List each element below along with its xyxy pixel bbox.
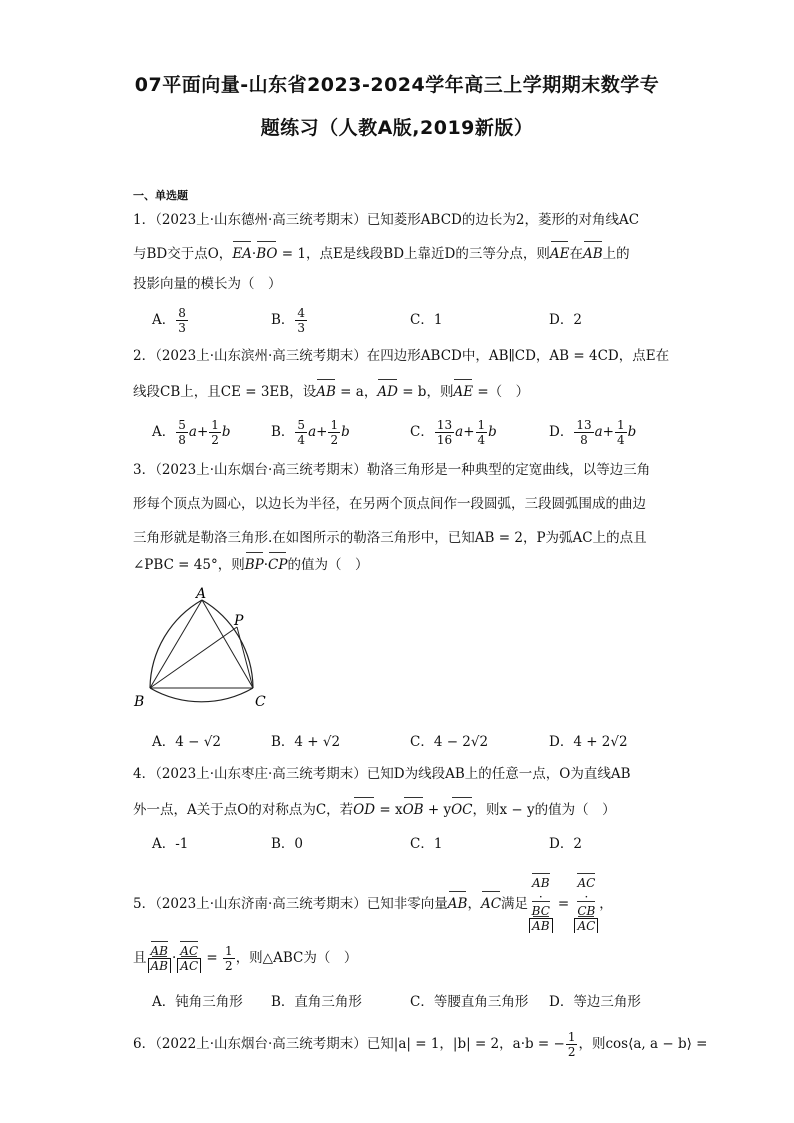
label-a: A xyxy=(196,586,207,602)
q5-option-d: D．等边三角形 xyxy=(549,994,641,1010)
q1-option-c: C．1 xyxy=(410,312,443,328)
label-b: B xyxy=(134,694,145,710)
q2-line2: 线段CB上，且CE = 3EB，设AB = a，AD = b，则AE =（ ） xyxy=(133,384,530,400)
q5-option-c: C．等腰直角三角形 xyxy=(410,994,529,1010)
segment-bp xyxy=(150,627,237,688)
q1-line3: 投影向量的模长为（ ） xyxy=(133,276,282,292)
q4-option-c: C．1 xyxy=(410,836,443,852)
arc-bc xyxy=(150,688,253,702)
reuleaux-triangle-figure xyxy=(130,582,280,717)
q1-line2: 与BD交于点O，EA·BO = 1，点E是线段BD上靠近D的三等分点，则AE在AB上的 xyxy=(133,246,630,262)
segment-ac xyxy=(202,600,253,688)
q3-line2: 形每个顶点为圆心，以边长为半径，在另两个顶点间作一段圆弧，三段圆弧围成的曲边 xyxy=(133,496,646,512)
q3-line1: 3．（2023上·山东烟台·高三统考期末）勒洛三角形是一种典型的定宽曲线，以等边三角 xyxy=(133,462,651,478)
q4-line1: 4．（2023上·山东枣庄·高三统考期末）已知D为线段AB上的任意一点，O为直线AB xyxy=(133,766,631,782)
section-heading: 一、单选题 xyxy=(133,189,188,202)
label-c: C xyxy=(255,694,266,710)
q4-option-b: B．0 xyxy=(271,836,304,852)
q3-option-d: D．4 + 2√2 xyxy=(549,734,628,750)
q1-option-d: D．2 xyxy=(549,312,582,328)
segment-cp xyxy=(237,627,253,688)
q2-option-b: B． $\frac{5}{4}$ a+ $\frac{1}{2}$ b xyxy=(271,418,350,447)
q1-option-b: B． $\frac{4}{3}$ xyxy=(271,306,306,335)
q1-line1: 1．（2023上·山东德州·高三统考期末）已知菱形ABCD的边长为2，菱形的对角线AC xyxy=(133,212,640,228)
q4-option-a: A．-1 xyxy=(152,836,189,852)
document-title-line1: 07平面向量-山东省2023-2024学年高三上学期期末数学专 xyxy=(134,74,660,96)
q1-option-a: A． $\frac{8}{3}$ xyxy=(152,306,186,335)
label-p: P xyxy=(234,613,244,629)
q5-line1: 5．（2023上·山东济南·高三统考期末）已知非零向量AB，AC满足 AB · BC AB = AC · CB AC ， xyxy=(133,876,613,933)
q2-line1: 2．（2023上·山东滨州·高三统考期末）在四边形ABCD中，AB∥CD，AB = 4CD，点E在 xyxy=(133,348,670,364)
q4-option-d: D．2 xyxy=(549,836,582,852)
q3-option-a: A．4 − √2 xyxy=(152,734,221,750)
segment-ab xyxy=(150,600,202,688)
q2-option-d: D． $\frac{13}{8}$ a+ $\frac{1}{4}$ b xyxy=(549,418,637,447)
q3-option-c: C．4 − 2√2 xyxy=(410,734,489,750)
q3-option-b: B．4 + √2 xyxy=(271,734,341,750)
q2-option-c: C． $\frac{13}{16}$ a+ $\frac{1}{4}$ b xyxy=(410,418,497,447)
q6-line1: 6．（2022上·山东烟台·高三统考期末）已知|a| = 1，|b| = 2，a·b = − $\frac{1}{2}$ ，则cos⟨a, a − b⟩ = xyxy=(133,1030,708,1059)
q3-line3: 三角形就是勒洛三角形.在如图所示的勒洛三角形中，已知AB = 2，P为弧AC上的点且 xyxy=(133,530,647,546)
document-title-line2: 题练习（人教A版,2019新版） xyxy=(260,117,534,139)
q4-line2: 外一点，A关于点O的对称点为C，若OD = xOB + yOC，则x − y的值为（ ） xyxy=(133,802,616,818)
q3-line4: ∠PBC = 45°，则BP·CP的值为（ ） xyxy=(133,557,369,573)
q2-option-a: A． $\frac{5}{8}$ a+ $\frac{1}{2}$ b xyxy=(152,418,231,447)
q5-option-b: B．直角三角形 xyxy=(271,994,362,1010)
q5-line2: 且 $\frac{AB}{AB}$ · $\frac{AC}{AC}$ = $\frac{1}{2}$ ，则△ABC为（ ） xyxy=(133,944,358,973)
q5-option-a: A．钝角三角形 xyxy=(152,994,243,1010)
